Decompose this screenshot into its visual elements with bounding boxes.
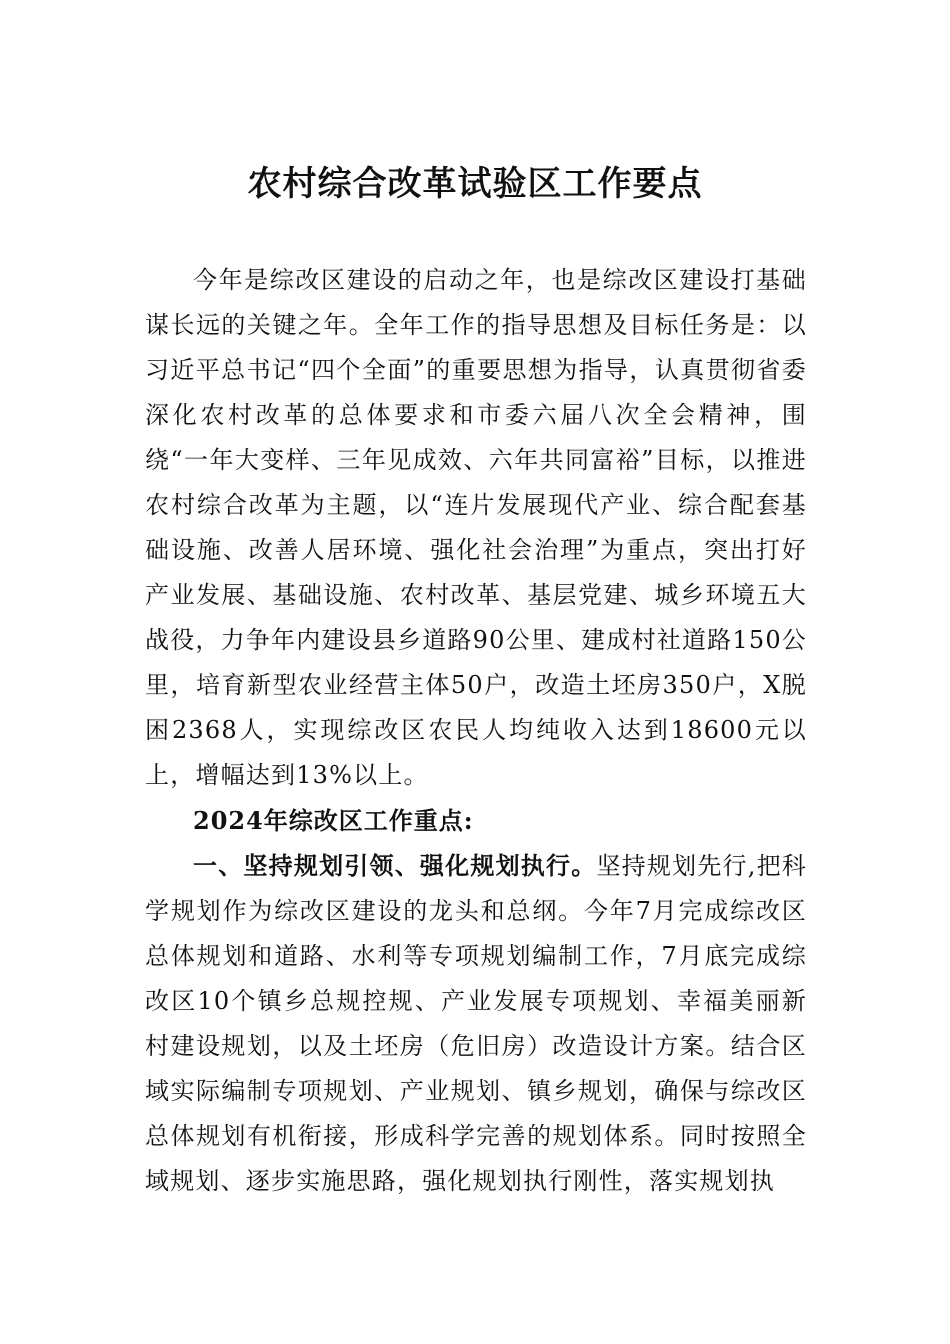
document-title: 农村综合改革试验区工作要点 bbox=[247, 164, 703, 204]
section-heading: 2024年综改区工作重点: bbox=[193, 806, 474, 835]
intro-paragraph: 今年是综改区建设的启动之年，也是综改区建设打基础谋长远的关键之年。全年工作的指导思想及目标任务是：以习近平总书记“四个全面”的重要思想为指导，认真贯彻省委深化农村改革的总体要求和市委六届八次全会精神，围绕“一年大变样、三年见成效、六年共同富裕”目标，以推进农村综合改革为主题，以“连片发展现代产业、综合配套基础设施、改善人居环境、强化社会治理”为重点，突出打好产业发展、基础设施、农村改革、基层党建、城乡环境五大战役，力争年内建设县乡道路90公里、建成村社道路150公里，培育新型农业经营主体50户，改造土坯房350户，X脱困2368人，实现综改区农民人均纯收入达到18600元以上，增幅达到13%以上。 bbox=[145, 266, 807, 789]
section-one-lead: 一、坚持规划引领、强化规划执行。 bbox=[193, 851, 597, 880]
section-one-text: 坚持规划先行,把科学规划作为综改区建设的龙头和总纲。今年7月完成综改区总体规划和道路、水利等专项规划编制工作，7月底完成综改区10个镇乡总规控规、产业发展专项规划、幸福美丽新村建设规划，以及土坯房（危旧房）改造设计方案。结合区域实际编制专项规划、产业规划、镇乡规划，确保与综改区总体规划有机衔接，形成科学完善的规划体系。同时按照全域规划、逐步实施思路，强化规划执行刚性，落实规划执 bbox=[145, 852, 808, 1195]
document-body bbox=[145, 258, 807, 1204]
section-one-paragraph bbox=[145, 843, 807, 1204]
